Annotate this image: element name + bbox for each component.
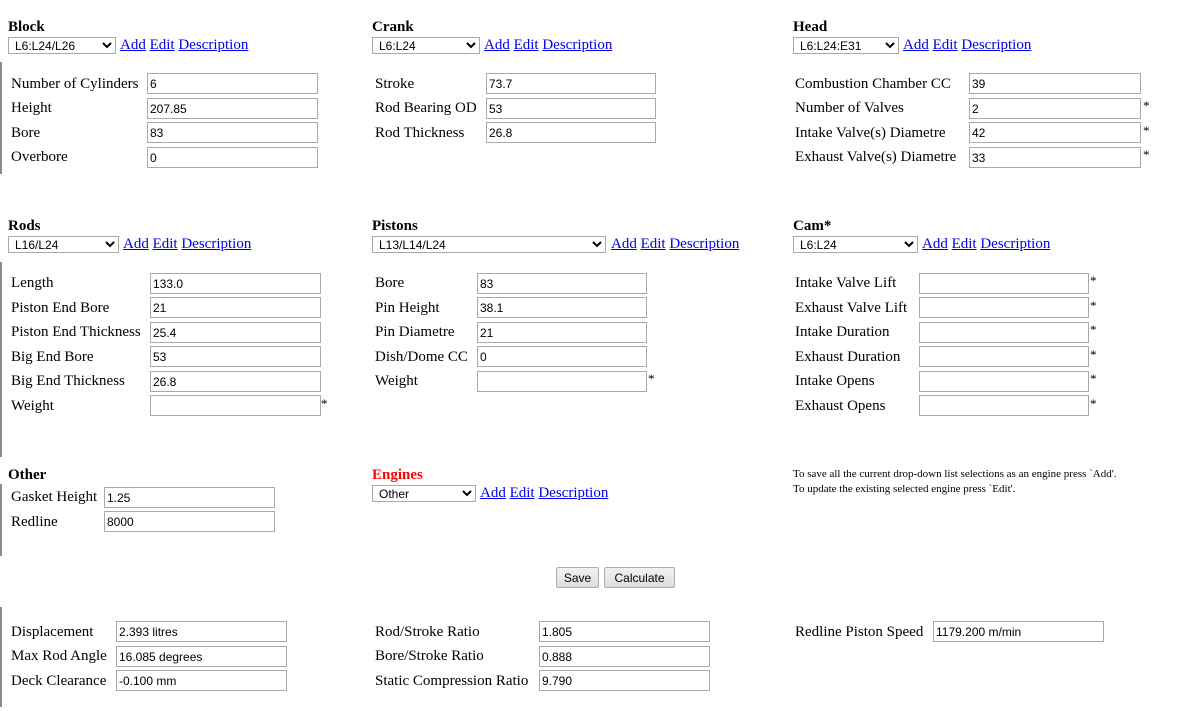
crank-add-link[interactable]: Add [484,37,510,53]
pistons-pin-diametre-input[interactable] [477,322,647,343]
rods-piston-end-bore-input[interactable] [150,297,321,318]
required-marker: * [1090,273,1097,288]
head-description-link[interactable]: Description [961,37,1032,53]
cam-description-link[interactable]: Description [980,236,1051,252]
pistons-weight-input[interactable] [477,371,647,392]
help-text-edit: To update the existing selected engine press `Edit'. [793,483,1016,495]
result-label-rod-stroke-ratio: Rod/Stroke Ratio [375,624,480,640]
block-bore-input[interactable] [147,122,318,143]
required-marker: * [1143,147,1150,162]
block-edit-link[interactable]: Edit [149,37,175,53]
engines-select[interactable] [372,485,476,502]
cam-add-link[interactable]: Add [922,236,948,252]
piston-speed-output [933,621,1104,642]
group-bar [0,607,2,707]
required-marker: * [321,396,328,411]
other-title: Other [8,467,47,483]
max-rod-angle-output [116,646,287,667]
cam-intake-valve-lift-input[interactable] [919,273,1089,294]
rods-label-piston-end-thickness: Piston End Thickness [11,324,141,340]
required-marker: * [1143,123,1150,138]
cam-title: Cam* [793,218,832,234]
rods-label-length: Length [11,275,54,291]
head-select[interactable] [793,37,899,54]
rods-label-weight: Weight [11,398,54,414]
head-title: Head [793,19,828,35]
head-label-intake-valve-dia: Intake Valve(s) Diametre [795,125,946,141]
rods-big-end-bore-input[interactable] [150,346,321,367]
pistons-pin-height-input[interactable] [477,297,647,318]
result-label-displacement: Displacement [11,624,94,640]
required-marker: * [1090,298,1097,313]
pistons-label-weight: Weight [375,373,418,389]
block-add-link[interactable]: Add [120,37,146,53]
cam-label-exhaust-valve-lift: Exhaust Valve Lift [795,300,908,316]
cam-exhaust-valve-lift-input[interactable] [919,297,1089,318]
help-text-add: To save all the current drop-down list selections as an engine press `Add'. [793,468,1117,480]
crank-links [484,37,612,53]
gasket-height-input[interactable] [104,487,275,508]
cam-label-exhaust-duration: Exhaust Duration [795,349,901,365]
cam-exhaust-opens-input[interactable] [919,395,1089,416]
engines-add-link[interactable]: Add [480,485,506,501]
head-add-link[interactable]: Add [903,37,929,53]
rods-add-link[interactable]: Add [123,236,149,252]
engines-edit-link[interactable]: Edit [509,485,535,501]
cam-edit-link[interactable]: Edit [951,236,977,252]
rod-stroke-ratio-output [539,621,710,642]
pistons-bore-input[interactable] [477,273,647,294]
rods-links [123,236,251,252]
crank-rod-bearing-input[interactable] [486,98,656,119]
rods-description-link[interactable]: Description [181,236,252,252]
required-marker: * [1090,347,1097,362]
head-label-num-valves: Number of Valves [795,100,904,116]
crank-description-link[interactable]: Description [542,37,613,53]
block-links [120,37,248,53]
save-button[interactable]: Save [556,567,599,588]
crank-label-stroke: Stroke [375,76,415,92]
crank-title: Crank [372,19,414,35]
pistons-label-pin-diametre: Pin Diametre [375,324,455,340]
crank-label-rod-bearing-od: Rod Bearing OD [375,100,477,116]
displacement-output [116,621,287,642]
head-intake-valve-input[interactable] [969,122,1141,143]
crank-select[interactable] [372,37,480,54]
pistons-select[interactable] [372,236,606,253]
rods-select[interactable] [8,236,119,253]
cam-links [922,236,1050,252]
block-height-input[interactable] [147,98,318,119]
head-chamber-cc-input[interactable] [969,73,1141,94]
cam-label-intake-opens: Intake Opens [795,373,875,389]
other-label-redline: Redline [11,514,58,530]
pistons-edit-link[interactable]: Edit [640,236,666,252]
crank-edit-link[interactable]: Edit [513,37,539,53]
cam-intake-opens-input[interactable] [919,371,1089,392]
result-label-compression-ratio: Static Compression Ratio [375,673,529,689]
pistons-label-dish-dome-cc: Dish/Dome CC [375,349,468,365]
engines-title: Engines [372,467,423,483]
cam-intake-duration-input[interactable] [919,322,1089,343]
result-label-piston-speed: Redline Piston Speed [795,624,924,640]
pistons-label-pin-height: Pin Height [375,300,440,316]
required-marker: * [648,371,655,386]
block-title: Block [8,19,45,35]
head-label-exhaust-valve-dia: Exhaust Valve(s) Diametre [795,149,957,165]
rods-title: Rods [8,218,41,234]
cam-label-intake-duration: Intake Duration [795,324,890,340]
block-description-link[interactable]: Description [178,37,249,53]
deck-clearance-output [116,670,287,691]
compression-ratio-output [539,670,710,691]
rods-label-piston-end-bore: Piston End Bore [11,300,110,316]
pistons-title: Pistons [372,218,418,234]
pistons-description-link[interactable]: Description [669,236,740,252]
block-select[interactable] [8,37,116,54]
pistons-add-link[interactable]: Add [611,236,637,252]
block-label-overbore: Overbore [11,149,68,165]
head-label-chamber-cc: Combustion Chamber CC [795,76,951,92]
redline-input[interactable] [104,511,275,532]
group-bar [0,62,2,174]
rods-big-end-thickness-input[interactable] [150,371,321,392]
engines-description-link[interactable]: Description [538,485,609,501]
pistons-dish-dome-input[interactable] [477,346,647,367]
pistons-links [611,236,739,252]
cam-label-intake-valve-lift: Intake Valve Lift [795,275,897,291]
block-cylinders-input[interactable] [147,73,318,94]
block-overbore-input[interactable] [147,147,318,168]
block-label-cylinders: Number of Cylinders [11,76,139,92]
required-marker: * [1143,98,1150,113]
result-label-deck-clearance: Deck Clearance [11,673,107,689]
pistons-label-bore: Bore [375,275,405,291]
cam-select[interactable] [793,236,918,253]
engines-links [480,485,608,501]
calculate-button[interactable]: Calculate [604,567,675,588]
group-bar [0,484,2,556]
rods-label-big-end-bore: Big End Bore [11,349,94,365]
rods-piston-end-thickness-input[interactable] [150,322,321,343]
bore-stroke-ratio-output [539,646,710,667]
cam-exhaust-duration-input[interactable] [919,346,1089,367]
required-marker: * [1090,322,1097,337]
required-marker: * [1090,371,1097,386]
rods-weight-input[interactable] [150,395,321,416]
crank-stroke-input[interactable] [486,73,656,94]
block-label-height: Height [11,100,52,116]
crank-label-rod-thickness: Rod Thickness [375,125,465,141]
block-label-bore: Bore [11,125,41,141]
head-exhaust-valve-input[interactable] [969,147,1141,168]
head-links [903,37,1031,53]
head-num-valves-input[interactable] [969,98,1141,119]
required-marker: * [1090,396,1097,411]
rods-label-big-end-thickness: Big End Thickness [11,373,125,389]
other-label-gasket-height: Gasket Height [11,489,98,505]
rods-edit-link[interactable]: Edit [152,236,178,252]
head-edit-link[interactable]: Edit [932,37,958,53]
rods-length-input[interactable] [150,273,321,294]
result-label-bore-stroke-ratio: Bore/Stroke Ratio [375,648,484,664]
cam-label-exhaust-opens: Exhaust Opens [795,398,886,414]
crank-rod-thickness-input[interactable] [486,122,656,143]
group-bar [0,262,2,457]
result-label-max-rod-angle: Max Rod Angle [11,648,107,664]
